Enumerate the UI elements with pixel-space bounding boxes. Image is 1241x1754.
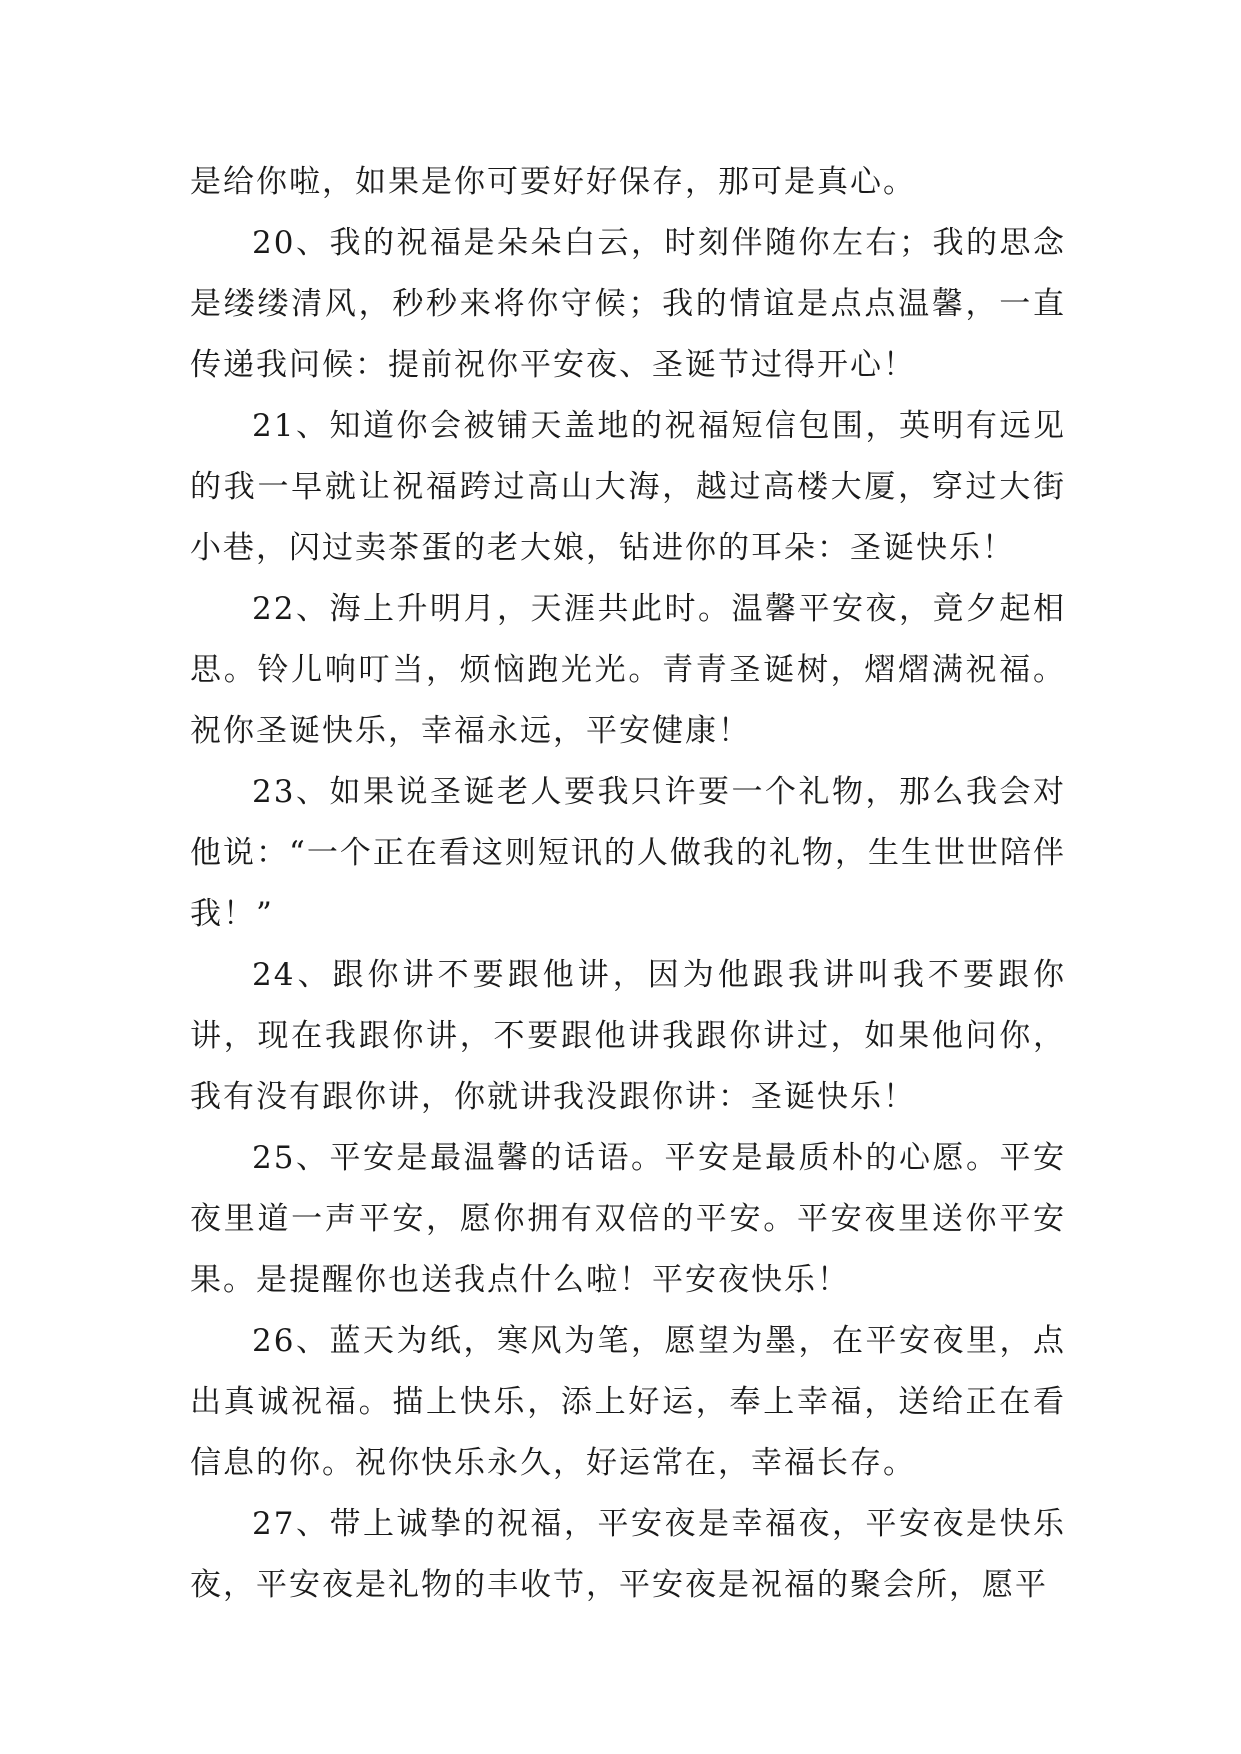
document-body [190,152,1066,1616]
paragraph-23: 23、如果说圣诞老人要我只许要一个礼物，那么我会对他说：“一个正在看这则短讯的人做我的礼物，生生世世陪伴我！” [190,774,1066,932]
paragraph-25: 25、平安是最温馨的话语。平安是最质朴的心愿。平安夜里道一声平安，愿你拥有双倍的平安。平安夜里送你平安果。是提醒你也送我点什么啦！平安夜快乐！ [190,1140,1066,1298]
paragraph-27: 27、带上诚挚的祝福，平安夜是幸福夜，平安夜是快乐夜，平安夜是礼物的丰收节，平安夜是祝福的聚会所，愿平 [190,1506,1066,1603]
paragraph-20: 20、我的祝福是朵朵白云，时刻伴随你左右；我的思念是缕缕清风，秒秒来将你守候；我的情谊是点点温馨，一直传递我问候：提前祝你平安夜、圣诞节过得开心！ [190,225,1066,383]
paragraph-26: 26、蓝天为纸，寒风为笔，愿望为墨，在平安夜里，点出真诚祝福。描上快乐，添上好运，奉上幸福，送给正在看信息的你。祝你快乐永久，好运常在，幸福长存。 [190,1323,1066,1481]
paragraph-21: 21、知道你会被铺天盖地的祝福短信包围，英明有远见的我一早就让祝福跨过高山大海，越过高楼大厦，穿过大街小巷，闪过卖茶蛋的老大娘，钻进你的耳朵：圣诞快乐！ [190,408,1066,566]
paragraph-24: 24、跟你讲不要跟他讲，因为他跟我讲叫我不要跟你讲，现在我跟你讲，不要跟他讲我跟你讲过，如果他问你，我有没有跟你讲，你就讲我没跟你讲：圣诞快乐！ [190,957,1066,1115]
paragraph-continued: 是给你啦，如果是你可要好好保存，那可是真心。 [190,164,916,200]
paragraph-22: 22、海上升明月，天涯共此时。温馨平安夜，竟夕起相思。铃儿响叮当，烦恼跑光光。青青圣诞树，熠熠满祝福。祝你圣诞快乐，幸福永远，平安健康！ [190,591,1066,749]
